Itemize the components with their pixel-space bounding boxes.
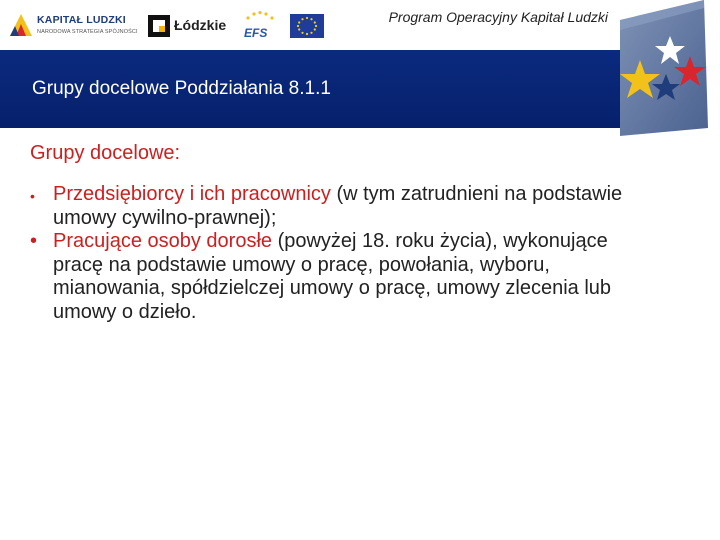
list-item-highlight: Pracujące osoby dorosłe bbox=[53, 230, 273, 252]
content-heading: Grupy docelowe: bbox=[30, 142, 181, 164]
kapital-ludzki-mark-icon bbox=[8, 12, 34, 38]
list-item-highlight: Przedsiębiorcy i ich pracownicy bbox=[53, 183, 331, 205]
target-groups-list bbox=[30, 183, 650, 324]
list-item-text: (powyżej 18. roku życia), wykonujące pracę na podstawie umowy o pracę, powołania, wyboru, mianowania, spółdzielczej umowy o pracę, umowy zlecenia lub umowy o dzieło. bbox=[53, 230, 612, 323]
logo-strip bbox=[0, 0, 620, 50]
list-item bbox=[30, 230, 650, 324]
program-name: Program Operacyjny Kapitał Ludzki bbox=[388, 9, 608, 25]
slide-content bbox=[30, 142, 650, 324]
efs-logo bbox=[240, 10, 280, 44]
lodzkie-name: Łódzkie bbox=[174, 17, 227, 33]
list-item-text: (w tym zatrudnieni na podstawie umowy cywilno-prawnej); bbox=[53, 183, 623, 229]
bullet-icon: • bbox=[30, 188, 35, 204]
title-bar bbox=[0, 50, 620, 128]
fundusze-europejskie-flag-icon bbox=[612, 0, 720, 140]
lodzkie-mark-icon bbox=[148, 15, 170, 37]
kapital-ludzki-subtitle: NARODOWA STRATEGIA SPÓJNOŚCI bbox=[37, 29, 138, 35]
list-item bbox=[30, 183, 650, 230]
efs-text: EFS bbox=[244, 26, 268, 40]
kapital-ludzki-logo bbox=[8, 10, 136, 44]
eu-logo bbox=[290, 10, 324, 44]
bullet-icon: • bbox=[30, 230, 38, 252]
lodzkie-logo bbox=[148, 10, 230, 44]
slide-title: Grupy docelowe Poddziałania 8.1.1 bbox=[32, 78, 331, 99]
eu-flag-icon bbox=[290, 14, 324, 38]
kapital-ludzki-title: KAPITAŁ LUDZKI bbox=[37, 14, 126, 26]
